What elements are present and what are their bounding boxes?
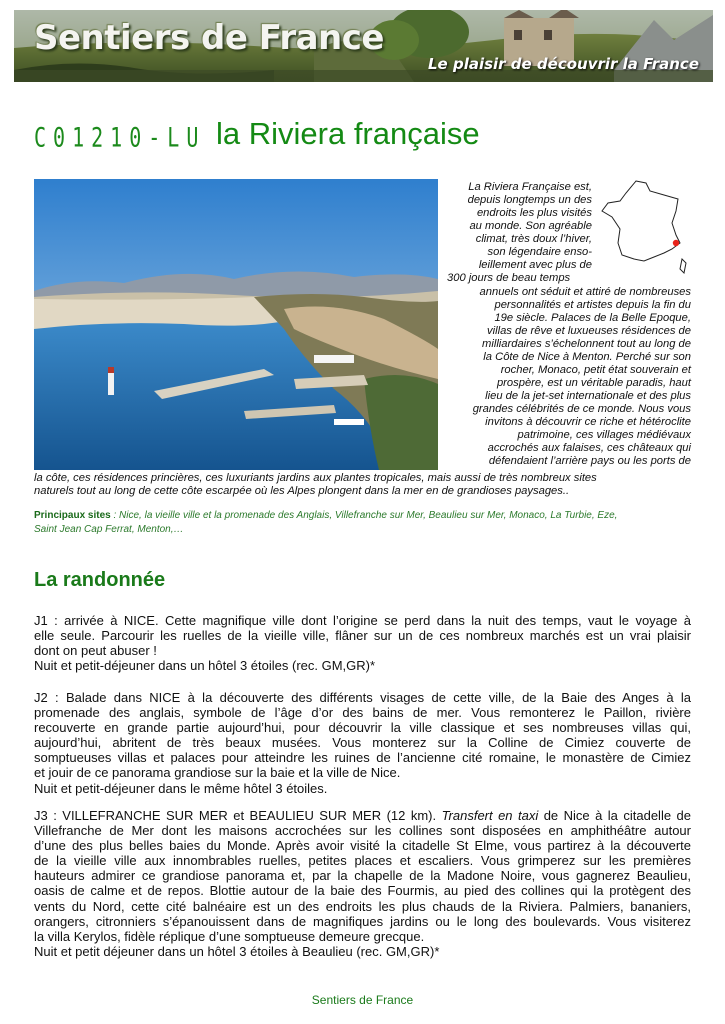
france-map-icon xyxy=(598,177,690,277)
brand-title: Sentiers de France xyxy=(34,18,384,58)
trip-code: C01210-LU xyxy=(34,121,206,154)
sites-list: : Nice, la vieille ville et la promenade des Anglais, Villefranche sur Mer, Beaulieu sur Mer, Monaco, La Turbie, Eze, xyxy=(110,510,618,521)
brand-tagline: Le plaisir de découvrir la France xyxy=(428,55,699,73)
sites-label: Principaux sites xyxy=(34,510,111,521)
footer-brand: Sentiers de France xyxy=(311,993,414,1007)
trip-title: la Riviera française xyxy=(216,116,480,151)
intro-text-full-width: la côte, ces résidences princières, ces luxuriants jardins aux plantes tropicales, mais aussi de très nombreux sites naturels tout au long de cette côte escarpée où les Alpes plongent dans la mer en de grandioses paysages.. xyxy=(34,472,597,497)
nice-bay-photo xyxy=(34,179,438,470)
principal-sites xyxy=(34,509,691,537)
day-3-paragraph: J3 : VILLEFRANCHE SUR MER et BEAULIEU SUR MER (12 km). Transfert en taxi de Nice à la citadelle de Villefranche de Mer dont les maisons accrochées sur les collines sont disposées en amphithéâtre autour d’une des plus belles baies du Monde. Après avoir visité la citadelle St Elme, vous partirez à la découverte de la vieille ville aux innombrables ruelles, petites places et escaliers. Vous grimperez sur les premières hauteurs admirer ce grandiose panorama et, par la chapelle de la Madone Noire, vous gagnerez Beaulieu, oasis de calme et de repos. Blottie autour de la baie des Fourmis, au pied des collines qui la protègent des vents du Nord, cette cité balnéaire est un des endroits les plus chauds de la Riviera. Palmiers, bananiers, orangers, citronniers s’épanouissent dans de magnifiques jardins ou le long des boulevards. Vous visiterez la villa Kerylos, fidèle réplique d’une somptueuse demeure grecque. Nuit et petit déjeuner dans un hôtel 3 étoiles à Beaulieu (rec. GM,GR)* xyxy=(34,808,691,959)
day-2-paragraph: J2 : Balade dans NICE à la découverte des différents visages de cette ville, de la Baie des Anges à la promenade des anglais, symbole de l’âge d’or des bains de mer. Vous remonterez le Paillon, rivière recouverte en grande partie aujourd’hui, pour découvrir la ville classique et ses nombreuses villas qui, aujourd’hui, abritent de très beaux musées. Vous monterez sur la Colline de Cimiez couverte de somptueuses villas et palaces pour atteindre les ruines de l’ancienne cité romaine, le monastère de Cimiez et jouir de ce panorama grandiose sur la baie et la ville de Nice. Nuit et petit-déjeuner dans le même hôtel 3 étoiles. xyxy=(34,690,691,796)
section-title: La randonnée xyxy=(34,569,166,591)
intro-text-beside-photo: La Riviera Française est, depuis longtemps un des endroits les plus visités au monde. Son agréable climat, très doux l’hiver, son légendaire enso- leillement avec plus de 300 jours de beau temps xyxy=(447,181,592,284)
day-1-paragraph: J1 : arrivée à NICE. Cette magnifique ville dont l’origine se perd dans la nuit des temps, vaut le voyage à elle seule. Parcourir les ruelles de la vieille ville, flâner sur un de ces nombreux marchés est un vrai plaisir dont on peut abuser ! Nuit et petit-déjeuner dans un hôtel 3 étoiles (rec. GM,GR)* xyxy=(34,613,691,674)
header-banner xyxy=(14,10,713,82)
sites-list-continued: Saint Jean Cap Ferrat, Menton,… xyxy=(34,524,184,535)
intro-text-continued: annuels ont séduit et attiré de nombreuses personnalités et artistes depuis la fin du 19e siècle. Palaces de la Belle Epoque, villas de rêve et luxueuses résidences de milliardaires s’échelonnent tout au long de la Côte de Nice à Menton. Perché sur son rocher, Monaco, petit état souverain et prospère, est un véritable paradis, haut lieu de la jet-set internationale et des plus grandes célébrités de ce monde. Nous vous invitons à découvrir ce riche et hétéroclite patrimoine, ces villages médiévaux accrochés aux falaises, ces châteaux qui défendaient l’arrière pays ou les ports de xyxy=(472,286,691,467)
